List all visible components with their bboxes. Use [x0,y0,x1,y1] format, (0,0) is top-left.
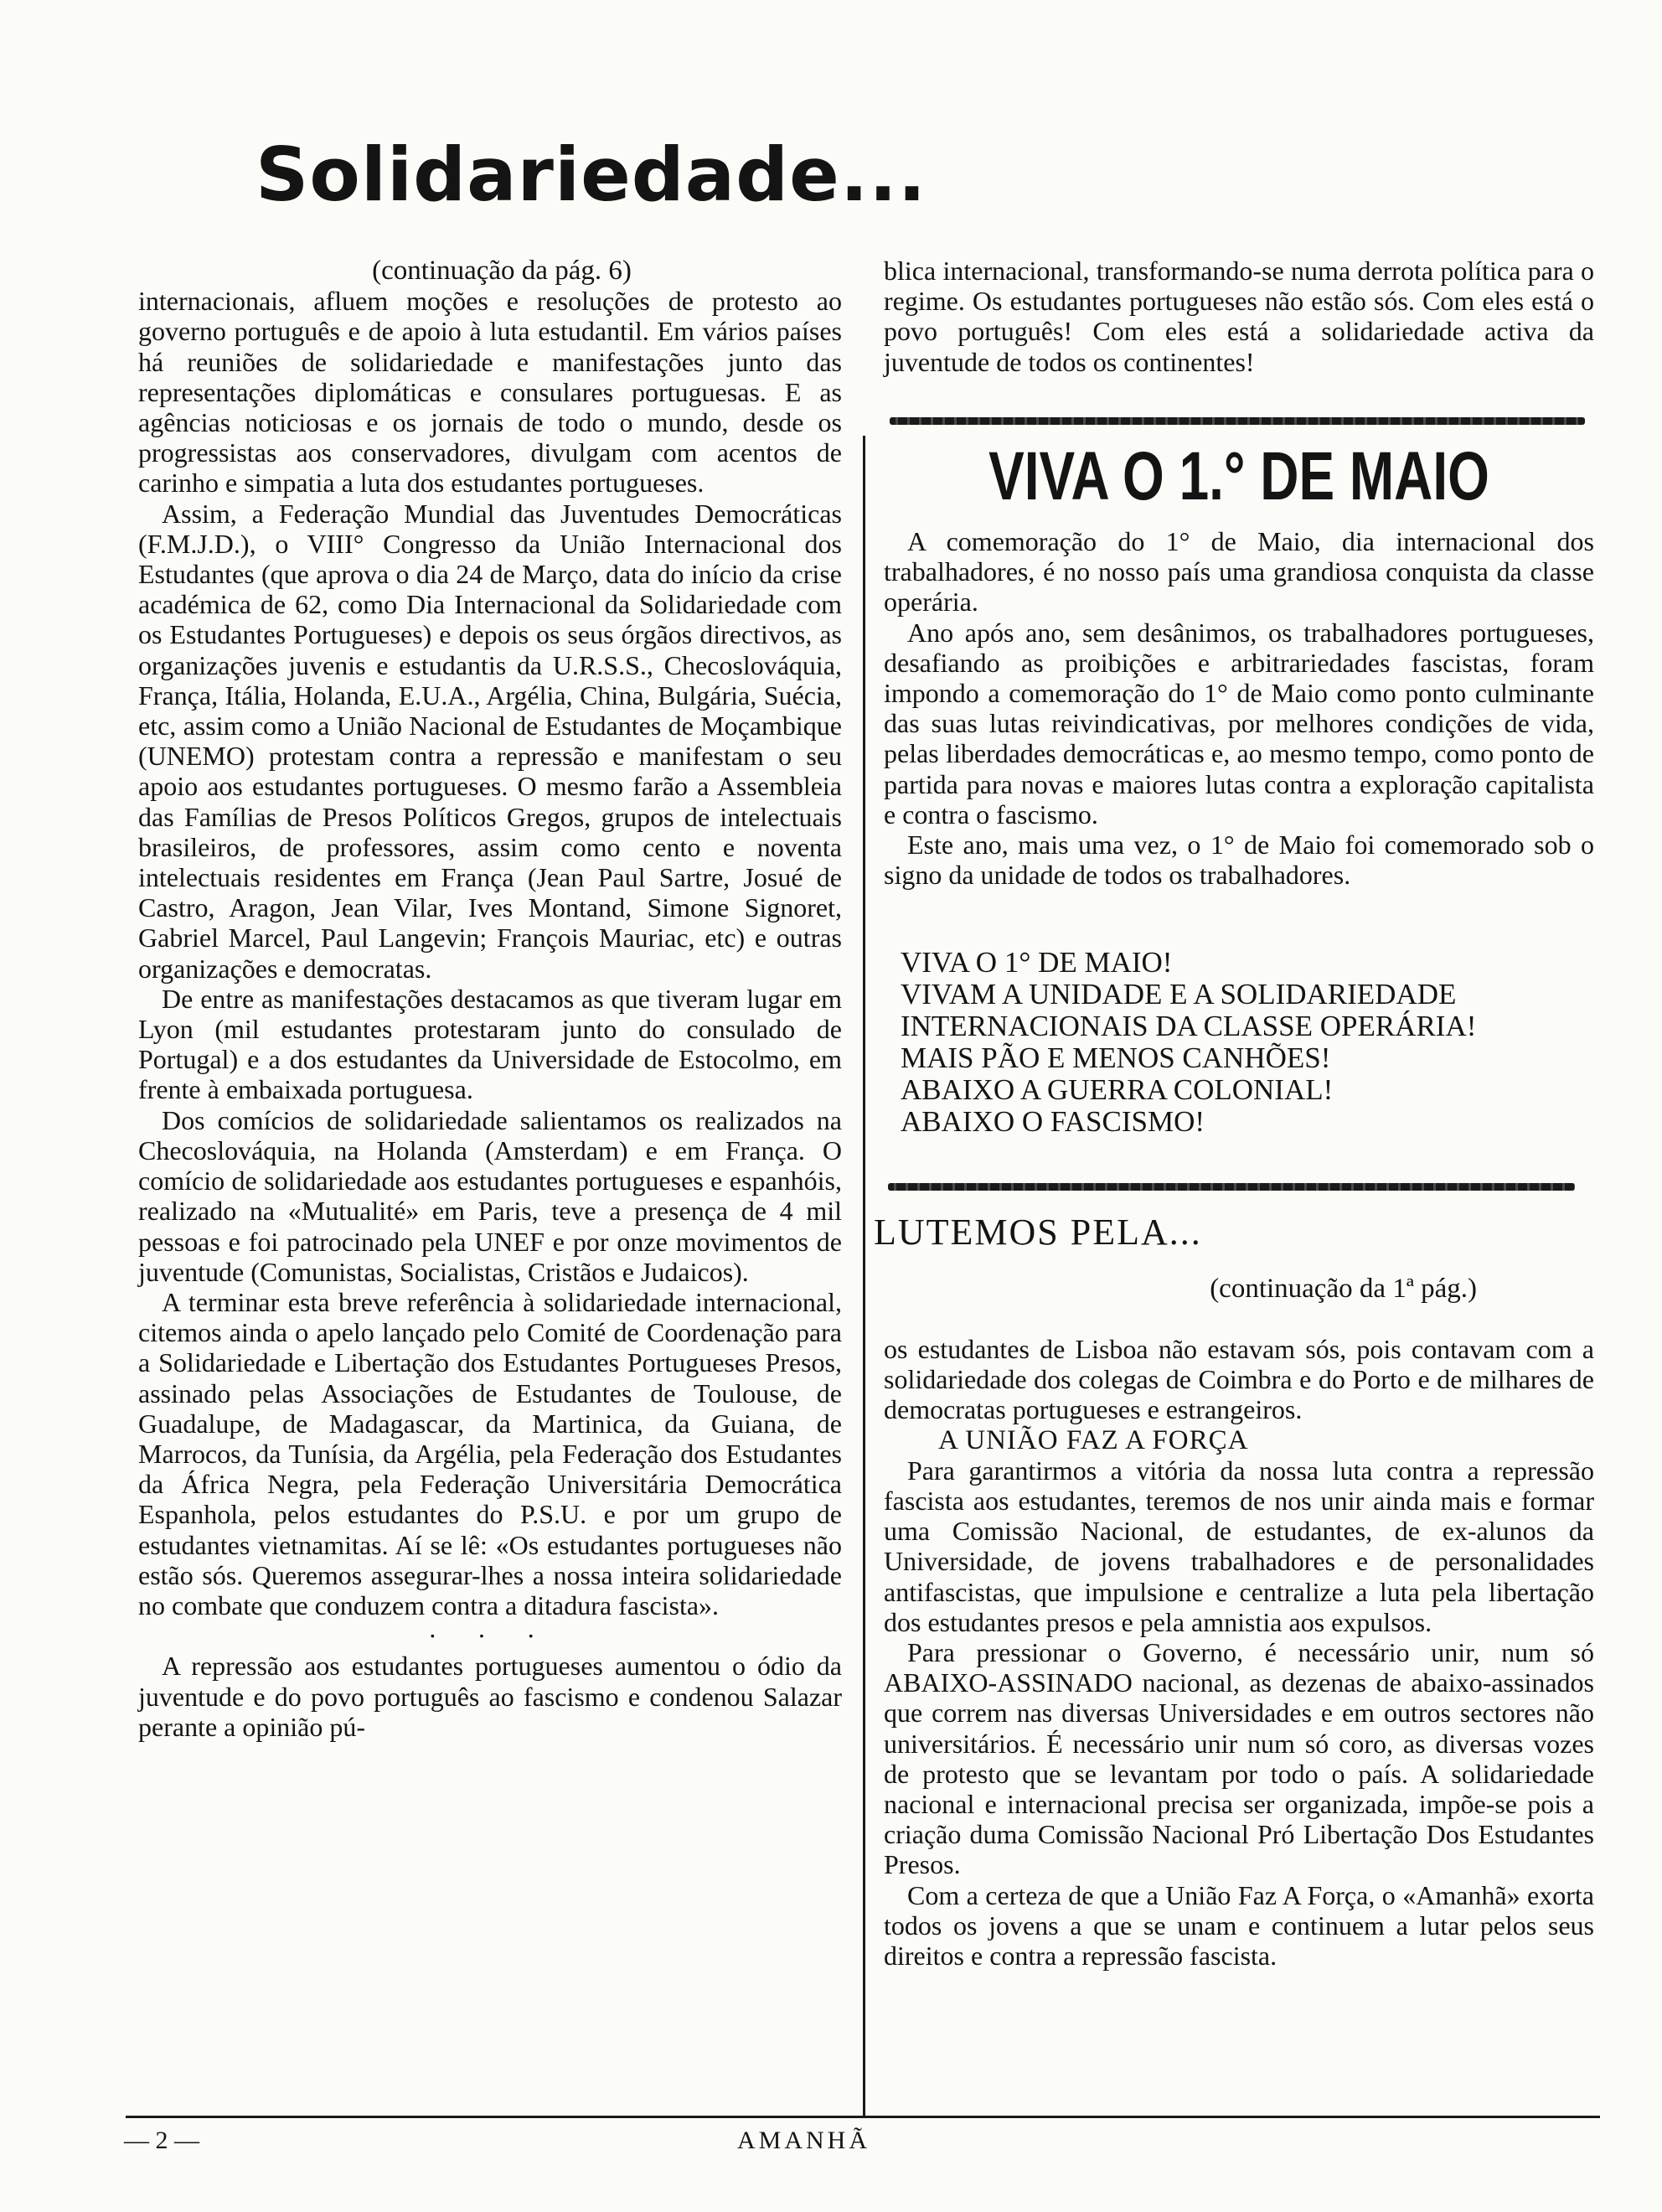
paragraph: Com a certeza de que a União Faz A Força, o «Amanhã» exorta todos os jovens a que se unam e continuem a lutar pelos seus direitos e contra a repressão fascista. [884,1879,1594,1972]
paragraph: Para pressionar o Governo, é necessário unir, num só ABAIXO-ASSINADO nacional, as dezenas de abaixo-assinados que correm nas diversas Universidades e em outros sectores não universitários. É necessário unir num só coro, as diversas vozes de protesto que se levantam por todo o país. A solidariedade nacional e internacional precisa ser organizada, impõe-se pois a criação duma Comissão Nacional Pró Libertação Dos Estudantes Presos. [884,1637,1594,1880]
paragraph: De entre as manifestações destacamos as que tiveram lugar em Lyon (mil estudantes protestaram junto do consulado de Portugal) e a dos estudantes da Universidade de Estocolmo, em frente à embaixada portuguesa. [138,983,842,1105]
paragraph: A terminar esta breve referência à solidariedade internacional, citemos ainda o apelo lançado pelo Comité de Coordenação para a Solidariedade e Libertação dos Estudantes Portugueses Presos, assinado pelas Associações de Estudantes de Toulouse, de Guadalupe, de Madagascar, da Martinica, da Guiana, de Marrocos, da Tunísia, da Argélia, pela Federação dos Estudantes da África Negra, pela Federação Universitária Democrática Espanhola, pelos estudantes do P.S.U. e por um grupo de estudantes vietnamitas. Aí se lê: «Os estudantes portugueses não estão sós. Queremos assegurar-lhes a nossa inteira solidariedade no combate que conduzem contra a ditadura fascista». [138,1286,842,1620]
slogan: MAIS PÃO E MENOS CANHÕES! [901,1041,1331,1074]
page-number: — 2 — [124,2127,199,2154]
slogan: VIVA O 1° DE MAIO! [901,946,1173,979]
paragraph: A repressão aos estudantes portugueses aumentou o ódio da juventude e do povo português ao fascismo e condenou Salazar perante a opinião pú- [138,1651,842,1742]
slogan: ABAIXO O FASCISMO! [901,1105,1205,1138]
paragraph: blica internacional, transformando-se numa derrota política para o regime. Os estudantes portugueses não estão sós. Com eles está o povo português! Com eles está a solidariedade activa da juventude de todos os continentes! [884,256,1594,377]
may-day-body [884,526,1594,890]
section-separator: · · · [428,1620,552,1651]
lutemos-body [884,1334,1594,1971]
may-day-banner: VIVA O 1.° DE MAIO [988,438,1489,514]
slogan: VIVAM A UNIDADE E A SOLIDARIEDADE [901,978,1457,1010]
continuation-note: (continuação da 1ª pág.) [1210,1274,1477,1304]
article-title: Solidariedade... [255,132,927,218]
paragraph: Este ano, mais uma vez, o 1° de Maio foi comemorado sob o signo da unidade de todos os trabalhadores. [884,830,1594,891]
slogan: INTERNACIONAIS DA CLASSE OPERÁRIA! [901,1010,1477,1042]
footer-rule [126,2116,1600,2118]
section-title: LUTEMOS PELA... [874,1212,1202,1253]
left-column [138,256,842,1742]
subheading: A UNIÃO FAZ A FORÇA [938,1424,1249,1455]
may-day-slogans [901,947,1476,1138]
continuation-note: (continuação da pág. 6) [372,256,632,286]
paragraph: Assim, a Federação Mundial das Juventudes Democráticas (F.M.J.D.), o VIII° Congresso da União Internacional dos Estudantes (que aprova o dia 24 de Março, data do início da crise académica de 62, como Dia Internacional da Solidariedade com os Estudantes Portugueses) e depois os seus órgãos directivos, as organizações juvenis e estudantis da U.R.S.S., Checoslováquia, França, Itália, Holanda, E.U.A., Argélia, China, Bulgária, Suécia, etc, assim como a União Nacional de Estudantes de Moçambique (UNEMO) protestam contra a repressão e manifestam o seu apoio aos estudantes portugueses. O mesmo farão a Assembleia das Famílias de Presos Políticos Gregos, grupos de intelectuais brasileiros, de professores, assim como cento e noventa intelectuais residentes em França (Jean Paul Sartre, Josué de Castro, Aragon, Jean Vilar, Ives Montand, Simone Signoret, Gabriel Marcel, Paul Langevin; François Mauriac, etc) e outras organizações e democratas. [138,498,842,984]
right-continuation [884,256,1594,377]
paragraph: internacionais, afluem moções e resoluções de protesto ao governo português e de apoio à luta estudantil. Em vários países há reuniões de solidariedade e manifestações junto das representações diplomáticas e consulares portuguesas. E as agências noticiosas e os jornais de todo o mundo, desde os progressistas aos conservadores, divulgam com acentos de carinho e simpatia a luta dos estudantes portugueses. [138,286,842,499]
wavy-rule-top [890,417,1585,425]
paragraph: A comemoração do 1° de Maio, dia internacional dos trabalhadores, é no nosso país uma grandiosa conquista da classe operária. [884,526,1594,618]
column-divider [863,436,865,2116]
wavy-rule-bottom [888,1183,1575,1191]
masthead: AMANHÃ [737,2127,870,2154]
paragraph: os estudantes de Lisboa não estavam sós, pois contavam com a solidariedade dos colegas de Coimbra e do Porto e de milhares de democratas portugueses e estrangeiros. [884,1334,1594,1425]
paragraph: Para garantirmos a vitória da nossa luta contra a repressão fascista aos estudantes, teremos de nos unir ainda mais e formar uma Comissão Nacional, de estudantes, de ex-alunos da Universidade, de jovens trabalhadores e de personalidades antifascistas, que impulsione e centralize a luta pela libertação dos estudantes presos e pela amnistia aos expulsos. [884,1455,1594,1637]
paragraph: Ano após ano, sem desânimos, os trabalhadores portugueses, desafiando as proibições e arbitrariedades fascistas, foram impondo a comemoração do 1° de Maio como ponto culminante das suas lutas reivindicativas, por melhores condições de vida, pelas liberdades democráticas e, ao mesmo tempo, como ponto de partida para novas e maiores lutas contra a exploração capitalista e contra o fascismo. [884,617,1594,830]
slogan: ABAIXO A GUERRA COLONIAL! [901,1073,1334,1106]
paragraph: Dos comícios de solidariedade salientamos os realizados na Checoslováquia, na Holanda (Amsterdam) e em França. O comício de solidariedade aos estudantes portugueses e espanhóis, realizado na «Mutualité» em Paris, teve a presença de 4 mil pessoas e foi patrocinado pela UNEF e por onze movimentos de juventude (Comunistas, Socialistas, Cristãos e Judaicos). [138,1104,842,1287]
